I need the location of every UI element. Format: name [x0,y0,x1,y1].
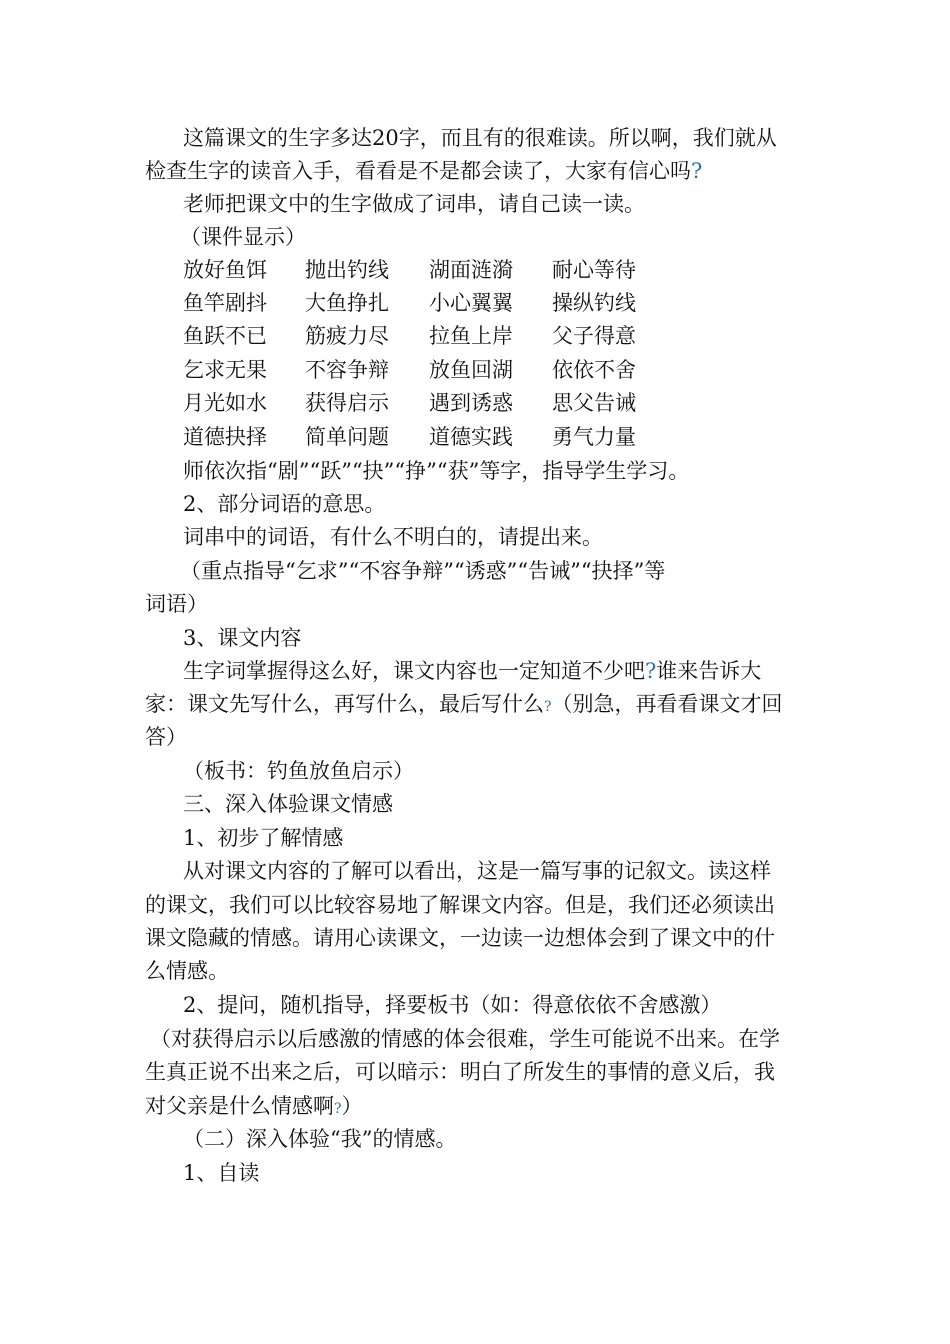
question-mark: ? [544,699,552,715]
paragraph-narrative-line-3: 课文隐藏的情感。请用心读课文，一边读一边想体会到了课文中的什 [145,926,775,950]
word-cell: 筋疲力尽 [305,324,389,348]
paragraph-intro-line-1: 这篇课文的生字多达20字，而且有的很难读。所以啊，我们就从 [183,126,777,150]
paragraph-key-words-line-2: 词语） [145,592,208,616]
heading-section-three: 三、深入体验课文情感 [183,792,393,816]
word-cell: 父子得意 [552,324,636,348]
paragraph-content-line-2: 家：课文先写什么，再写什么，最后写什么?（别急，再看看课文才回 [145,692,783,716]
heading-self-reading: 1、自读 [183,1161,260,1185]
paragraph-courseware: （课件显示） [180,225,306,249]
heading-my-emotion: （二）深入体验“我”的情感。 [183,1127,457,1151]
word-cell: 思父告诫 [552,391,636,415]
word-cell: 道德抉择 [183,425,267,449]
word-cell: 放鱼回湖 [429,358,513,382]
word-cell: 耐心等待 [552,258,636,282]
paragraph-hint-line-1: （对获得启示以后感激的情感的体会很难，学生可能说不出来。在学 [150,1027,780,1051]
paragraph-questioning: 2、提问，随机指导，择要板书（如：得意依依不舍感激） [183,993,722,1017]
paragraph-key-words-line-1: （重点指导“乞求”“不容争辩”“诱惑”“告诫”“抉择”等 [180,559,666,583]
paragraph-narrative-line-2: 的课文，我们可以比较容易地了解课文内容。但是，我们还必须读出 [145,893,775,917]
paragraph-hint-line-2: 生真正说不出来之后，可以暗示：明白了所发生的事情的意义后，我 [145,1060,775,1084]
word-cell: 遇到诱惑 [429,391,513,415]
question-mark: ? [691,159,703,183]
heading-understand-emotion: 1、初步了解情感 [183,826,344,850]
word-cell: 小心翼翼 [429,291,513,315]
word-cell: 获得启示 [305,391,389,415]
paragraph-content-line-3: 答） [145,725,187,749]
word-cell: 湖面涟漪 [429,258,513,282]
paragraph-ask-words: 词串中的词语，有什么不明白的，请提出来。 [183,525,603,549]
paragraph-blackboard: （板书：钓鱼放鱼启示） [183,759,414,783]
word-cell: 放好鱼饵 [183,258,267,282]
word-cell: 乞求无果 [183,358,267,382]
word-cell: 依依不舍 [552,358,636,382]
word-cell: 抛出钓线 [305,258,389,282]
question-mark: ? [645,659,657,683]
heading-lesson-content: 3、课文内容 [183,626,302,650]
paragraph-narrative-line-1: 从对课文内容的了解可以看出，这是一篇写事的记叙文。读这样 [183,859,771,883]
paragraph-content-line-1: 生字词掌握得这么好，课文内容也一定知道不少吧?谁来告诉大 [183,659,762,683]
word-cell: 操纵钓线 [552,291,636,315]
word-cell: 不容争辩 [305,358,389,382]
word-cell: 月光如水 [183,391,267,415]
paragraph-hint-line-3: 对父亲是什么情感啊?） [145,1094,363,1118]
word-cell: 道德实践 [429,425,513,449]
question-mark: ? [334,1101,342,1117]
paragraph-narrative-line-4: 么情感。 [145,959,229,983]
word-cell: 简单问题 [305,425,389,449]
paragraph-teacher-words: 老师把课文中的生字做成了词串，请自己读一读。 [183,192,645,216]
word-cell: 鱼跃不已 [183,324,267,348]
word-cell: 勇气力量 [552,425,636,449]
paragraph-intro-line-2: 检查生字的读音入手，看看是不是都会读了，大家有信心吗? [145,159,703,183]
heading-word-meaning: 2、部分词语的意思。 [183,492,386,516]
word-cell: 鱼竿剧抖 [183,291,267,315]
word-cell: 大鱼挣扎 [305,291,389,315]
paragraph-teacher-points: 师依次指“剧”“跃”“抉”“挣”“获”等字，指导学生学习。 [183,459,690,483]
word-cell: 拉鱼上岸 [429,324,513,348]
